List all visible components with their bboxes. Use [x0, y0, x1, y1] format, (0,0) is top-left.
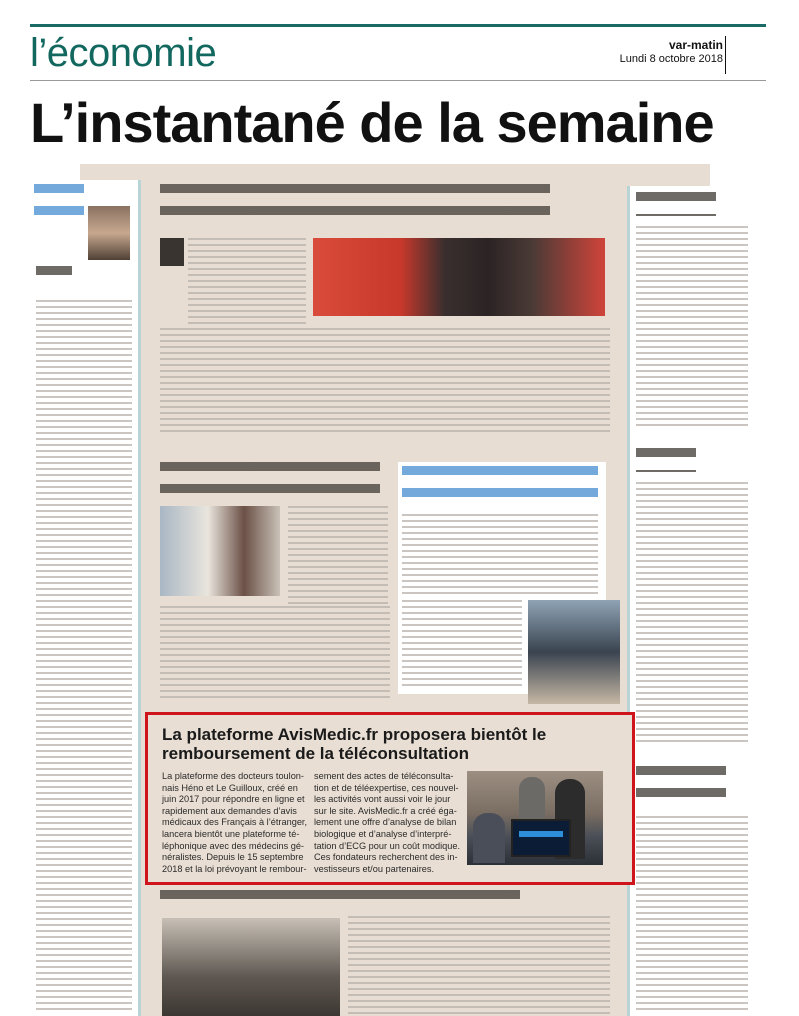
- top-rule: [30, 24, 766, 27]
- photo-person: [519, 777, 545, 819]
- article-1-title: [160, 184, 550, 228]
- header-divider: [725, 36, 726, 74]
- section-title: l’économie: [30, 31, 217, 75]
- featured-article-title: La plateforme AvisMedic.fr proposera bientôt le remboursement de la téléconsultation: [162, 725, 547, 763]
- article-3-photo: [528, 600, 620, 704]
- right-column-text-2: [636, 482, 748, 742]
- featured-article-text-column-1: La plateforme des docteurs toulon-nais Héno et Le Guilloux, créé en juin 2017 pour répondre en ligne et rapidement aux demandes d’avis médicaux des Français à l’étranger, lancera bientôt une plateforme té-léphonique avec des médecins gé-néralistes. Depuis le 15 septembre 2018 et la loi prévoyant le rembour-: [162, 771, 308, 874]
- article-2-title: [160, 462, 380, 498]
- newspaper-name: var-matin: [668, 38, 723, 52]
- left-column-title: [34, 184, 84, 224]
- right-column-title-3: [636, 766, 726, 804]
- left-column-text: [36, 300, 132, 1012]
- article-1-text-a: [188, 238, 306, 328]
- header-rule: [30, 80, 766, 81]
- article-2-text-a: [288, 506, 388, 606]
- right-column: [627, 186, 758, 1016]
- featured-article-text-column-2: sement des actes de téléconsulta-tion et de téléexpertise, ces nouvel-les activités vont aussi voir le jour sur le site. AvisMedic.fr a créé éga-lement une offre d’analyse de bilan biologique et d’analyse d’interpré-tation d’ECG pour un coût modique. Ces fondateurs recherchent des in-vestisseurs et/ou partenaires.: [314, 771, 461, 874]
- article-3-text-b: [402, 600, 522, 690]
- article-2-text-b: [160, 606, 390, 702]
- article-3-text-a: [402, 514, 598, 594]
- issue-date: Lundi 8 octobre 2018: [619, 53, 723, 65]
- article-3-title: [402, 466, 598, 502]
- right-column-text-3: [636, 816, 748, 1012]
- article-1-photo: [313, 238, 605, 316]
- right-column-title: [636, 192, 716, 216]
- article-4-title: [160, 890, 520, 906]
- article-4-text: [348, 916, 610, 1016]
- photo-monitor-screen: [519, 831, 563, 837]
- photo-monitor: [511, 819, 571, 857]
- right-column-text: [636, 226, 748, 426]
- left-column: [30, 180, 141, 1016]
- article-1-text-b: [160, 328, 610, 432]
- left-column-byline: [36, 266, 72, 280]
- article-4-photo: [162, 918, 340, 1016]
- featured-article-photo: [467, 771, 603, 865]
- article-1-dropcap: [160, 238, 184, 266]
- right-column-title-2: [636, 448, 696, 472]
- page-headline: L’instantané de la semaine: [30, 91, 714, 154]
- author-photo: [88, 206, 130, 260]
- article-2-photo: [160, 506, 280, 596]
- photo-person: [473, 813, 505, 863]
